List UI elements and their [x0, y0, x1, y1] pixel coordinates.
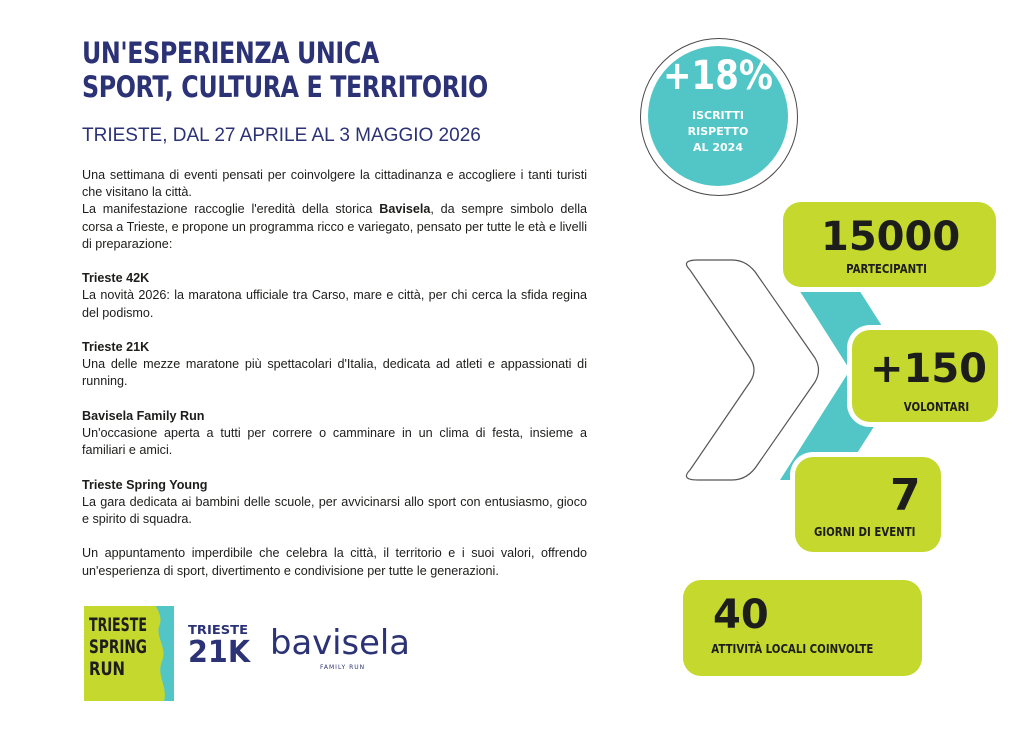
stat-days-value: 7 — [890, 470, 921, 521]
page-subtitle: TRIESTE, DAL 27 APRILE AL 3 MAGGIO 2026 — [82, 125, 481, 146]
growth-value: +18% — [663, 53, 773, 99]
body-text — [82, 167, 587, 580]
partner-logos — [84, 606, 424, 701]
tsr-logo-line-3: RUN — [89, 658, 125, 680]
bavisela-logo-sub: FAMILY RUN — [320, 664, 366, 671]
event-name: Bavisela Family Run — [82, 408, 205, 423]
intro-text-start: La manifestazione raccoglie l'eredità della storica — [82, 202, 380, 217]
title-line-2: SPORT, CULTURA E TERRITORIO — [82, 70, 488, 104]
title-line-1: UN'ESPERIENZA UNICA — [82, 36, 379, 70]
event-title — [82, 270, 587, 287]
outline-chevron-shape — [686, 260, 818, 480]
intro-paragraph-1: Una settimana di eventi pensati per coinvolgere la cittadinanza e accogliere i tanti turisti che visitano la città. — [82, 168, 587, 200]
stat-days-label: GIORNI DI EVENTI — [813, 525, 916, 539]
stat-volunteers — [852, 330, 998, 422]
stat-participants — [783, 202, 996, 287]
event-name: Trieste Spring Young — [82, 477, 208, 492]
growth-label-line-2: RISPETTO — [687, 125, 749, 138]
tsr-logo-line-1: TRIESTE — [89, 614, 147, 636]
event-title — [82, 339, 587, 356]
stat-activities — [683, 580, 922, 676]
bavisela-highlight: Bavisela — [379, 202, 431, 217]
stat-participants-value: 15000 — [821, 214, 961, 260]
event-description: Una delle mezze maratone più spettacolari d'Italia, dedicata ad atleti e appassionati di running. — [82, 357, 587, 389]
intro-text-end: , da sempre simbolo della corsa a Trieste, e propone un programma ricco e variegato, pensato per tutte le età e livelli di preparazione: — [82, 202, 587, 251]
event-title — [82, 477, 587, 494]
stat-activities-value: 40 — [713, 592, 769, 638]
page-title — [82, 36, 488, 104]
growth-label — [648, 108, 788, 156]
tsr-logo-line-2: SPRING — [89, 636, 147, 658]
growth-label-line-3: AL 2024 — [693, 141, 743, 154]
trieste-21k-logo — [188, 623, 252, 670]
stat-activities-label: ATTIVITÀ LOCALI COINVOLTE — [711, 642, 874, 656]
closing-paragraph: Un appuntamento imperdibile che celebra la città, il territorio e i suoi valori, offrendo un'esperienza di sport, divertimento e condivisione per tutte le generazioni. — [82, 546, 587, 578]
bavisela-logo-name: bavisela — [270, 623, 410, 663]
stat-volunteers-label: VOLONTARI — [903, 400, 970, 414]
bavisela-logo — [270, 623, 410, 671]
stat-days — [795, 457, 941, 552]
intro-paragraph-2 — [82, 201, 587, 253]
event-description: La novità 2026: la maratona ufficiale tra Carso, mare e città, per chi cerca la sfida regina del podismo. — [82, 288, 587, 320]
event-description: Un'occasione aperta a tutti per correre o camminare in un clima di festa, insieme a familiari e amici. — [82, 426, 587, 458]
growth-label-line-1: ISCRITTI — [691, 109, 744, 122]
event-name: Trieste 21K — [82, 340, 150, 354]
t21-logo-line-2: 21K — [188, 635, 252, 670]
t21-logo-line-1: TRIESTE — [188, 623, 248, 637]
stat-participants-label: PARTECIPANTI — [846, 262, 927, 276]
stat-volunteers-value: +150 — [870, 346, 988, 392]
event-description: La gara dedicata ai bambini delle scuole, per avvicinarsi allo sport con entusiasmo, gioco e spirito di squadra. — [82, 494, 587, 526]
event-name: Trieste 42K — [82, 271, 150, 286]
trieste-spring-run-logo — [84, 606, 174, 701]
event-title — [82, 408, 587, 425]
